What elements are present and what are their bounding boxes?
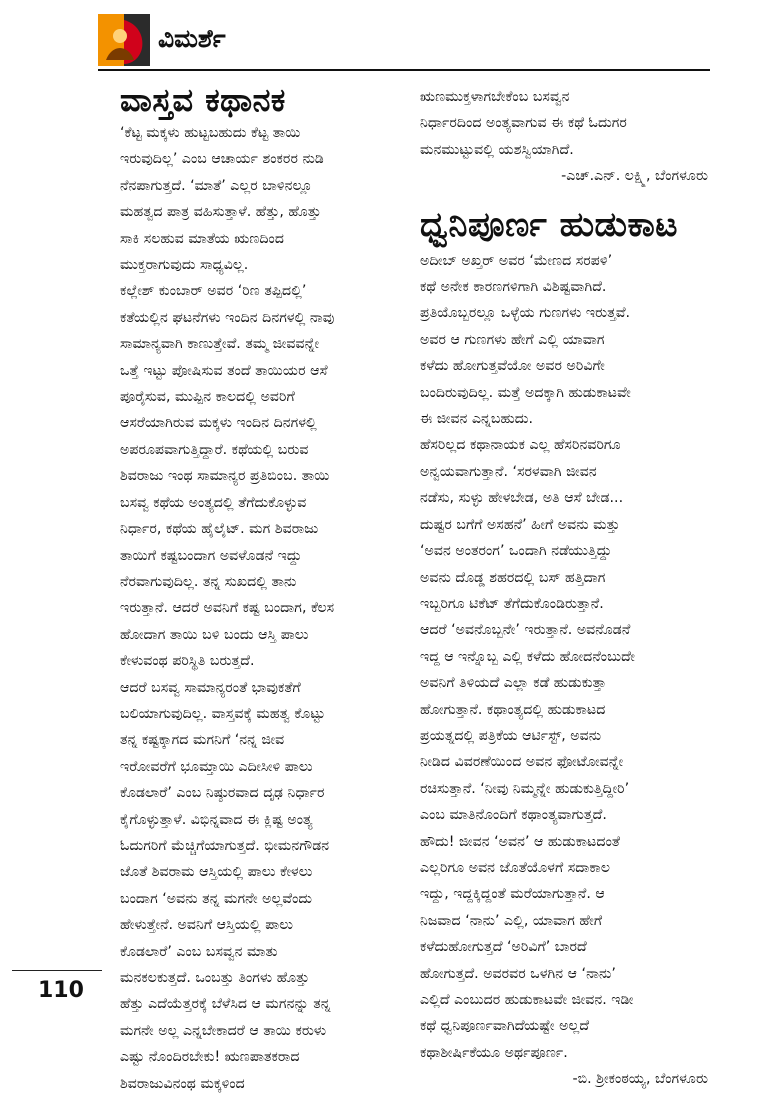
text-line: ಮುಕ್ತರಾಗುವುದು ಸಾಧ್ಯವಿಲ್ಲ. xyxy=(120,257,249,274)
text-line: ಬಂದಾಗ ‘ಅವನು ತನ್ನ ಮಗನೇ ಅಲ್ಲವೆಂದು xyxy=(120,890,313,907)
text-line: ಇರೋವರೆಗೆ ಭೂಮ್ತಾಯಿ ಎದೀಸೀಳಿ ಪಾಲು xyxy=(120,758,313,775)
text-line: ಕತೆಯಲ್ಲಿನ ಘಟನೆಗಳು ಇಂದಿನ ದಿನಗಳಲ್ಲಿ ನಾವು xyxy=(120,309,335,326)
text-line: ಆಸರೆಯಾಗಿರುವ ಮಕ್ಕಳು ಇಂದಿನ ದಿನಗಳಲ್ಲಿ xyxy=(120,415,317,432)
text-line: ಹೆಸರಿಲ್ಲದ ಕಥಾನಾಯಕ ಎಲ್ಲ ಹೆಸರಿನವರಿಗೂ xyxy=(420,437,621,454)
text-line: ಕೊಡಲಾರೆ’ ಎಂಬ ನಿಷ್ಠುರವಾದ ದೃಢ ನಿರ್ಧಾರ xyxy=(120,785,325,802)
text-line: ಕಳೆದುಹೋಗುತ್ತದೆ ‘ಅರಿವಿಗೆ’ ಬಾರದೆ xyxy=(420,939,587,956)
text-line: ಮಹತ್ವದ ಪಾತ್ರ ವಹಿಸುತ್ತಾಳೆ. ಹೆತ್ತು, ಹೊತ್ತು xyxy=(120,204,322,221)
text-line: ಅದೀಬ್ ಅಖ್ತರ್ ಅವರ ‘ಮೇಣದ ಸರಪಳಿ’ xyxy=(420,252,613,269)
text-line: ಬಂದಿರುವುದಿಲ್ಲ. ಮತ್ತೆ ಅದಕ್ಕಾಗಿ ಹುಡುಕಾಟವೇ xyxy=(420,384,631,401)
text-line: ಎಂಬ ಮಾತಿನೊಂದಿಗೆ ಕಥಾಂತ್ಯವಾಗುತ್ತದೆ. xyxy=(420,807,607,824)
text-line: ಇರುತ್ತಾನೆ. ಆದರೆ ಅವನಿಗೆ ಕಷ್ಟ ಬಂದಾಗ, ಕೆಲಸ xyxy=(120,600,335,617)
text-line: ಶಿವರಾಜುವಿನಂಥ ಮಕ್ಕಳಿಂದ xyxy=(120,1075,245,1092)
text-line: ಈ ಜೀವನ ಎನ್ನಬಹುದು. xyxy=(420,411,533,428)
text-line: ಅವರ ಆ ಗುಣಗಳು ಹೇಗೆ ಎಲ್ಲಿ ಯಾವಾಗ xyxy=(420,331,605,348)
text-line: ತನ್ನ ಕಷ್ಟಕ್ಕಾಗದ ಮಗನಿಗೆ ‘ನನ್ನ ಜೀವ xyxy=(120,732,285,749)
text-line: ನಿರ್ಧಾರ, ಕಥೆಯ ಹೈಲೈಟ್. ಮಗ ಶಿವರಾಜು xyxy=(120,521,319,538)
text-line: ಆದರೆ ‘ಅವನೊಬ್ಬನೇ’ ಇರುತ್ತಾನೆ. ಅವನೊಡನೆ xyxy=(420,622,631,639)
text-line: ಪೂರೈಸುವ, ಮುಪ್ಪಿನ ಕಾಲದಲ್ಲಿ ಅವರಿಗೆ xyxy=(120,389,295,406)
page-header xyxy=(98,14,710,70)
text-line: ಜೊತೆ ಶಿವರಾಮ ಆಸ್ತಿಯಲ್ಲಿ ಪಾಲು ಕೇಳಲು xyxy=(120,864,313,881)
text-line: ಹೌದು! ಜೀವನ ‘ಅವನ’ ಆ ಹುಡುಕಾಟದಂತೆ xyxy=(420,833,620,850)
text-line: ಕೇಳುವಂಥ ಪರಿಸ್ಥಿತಿ ಬರುತ್ತದೆ. xyxy=(120,653,255,670)
text-line: ‘ಅವನ ಅಂತರಂಗ’ ಒಂದಾಗಿ ನಡೆಯುತ್ತಿದ್ದು xyxy=(420,543,612,560)
text-line: ಕಲ್ಲೇಶ್ ಕುಂಬಾರ್ ಅವರ ‘ರಿಣ ತಪ್ಪಿದಲ್ಲಿ’ xyxy=(120,283,307,300)
text-line: ಬಸವ್ವ ಕಥೆಯ ಅಂತ್ಯದಲ್ಲಿ ತೆಗೆದುಕೊಳ್ಳುವ xyxy=(120,494,307,511)
text-line: ಹೋಗುತ್ತಾನೆ. ಕಥಾಂತ್ಯದಲ್ಲಿ ಹುಡುಕಾಟದ xyxy=(420,701,606,718)
review-credit-1: -ಎಚ್.ಎನ್. ಲಕ್ಷ್ಮಿ, ಬೆಂಗಳೂರು xyxy=(561,168,708,185)
text-line: ದುಷ್ಟರ ಬಗೆಗೆ ಅಸಹನೆ’ ಹೀಗೆ ಅವನು ಮತ್ತು xyxy=(420,516,620,533)
text-line: ಅನ್ವಯವಾಗುತ್ತಾನೆ. ‘ಸರಳವಾಗಿ ಜೀವನ xyxy=(420,463,597,480)
text-line: ಮನಮುಟ್ಟುವಲ್ಲಿ ಯಶಸ್ವಿಯಾಗಿದೆ. xyxy=(420,141,574,158)
text-line: ಆದರೆ ಬಸವ್ವ ಸಾಮಾನ್ಯರಂತೆ ಭಾವುಕತೆಗೆ xyxy=(120,679,301,696)
magazine-logo-icon xyxy=(98,14,150,66)
text-line: ಪ್ರಯತ್ನದಲ್ಲಿ ಪತ್ರಿಕೆಯ ಆರ್ಟಿಸ್ಟ್, ಅವನು xyxy=(420,727,602,744)
text-line: ಕಥೆ ಅನೇಕ ಕಾರಣಗಳಿಗಾಗಿ ವಿಶಿಷ್ಟವಾಗಿದೆ. xyxy=(420,279,607,296)
text-line: ಸಾಮಾನ್ಯವಾಗಿ ಕಾಣುತ್ತೇವೆ. ತಮ್ಮ ಜೀವವನ್ನೇ xyxy=(120,336,320,353)
page-number-rule xyxy=(12,970,102,971)
text-line: ಪ್ರತಿಯೊಬ್ಬರಲ್ಲೂ ಒಳ್ಳೆಯ ಗುಣಗಳು ಇರುತ್ತವೆ. xyxy=(420,305,631,322)
text-line: ಇಬ್ಬರಿಗೂ ಟಿಕೆಟ್ ತೆಗೆದುಕೊಂಡಿರುತ್ತಾನೆ. xyxy=(420,595,604,612)
text-line: ಎಷ್ಟು ನೊಂದಿರಬೇಕು! ಋಣಪಾತಕರಾದ xyxy=(120,1049,300,1066)
text-line: ರಚಿಸುತ್ತಾನೆ. ‘ನೀವು ನಿಮ್ಮನ್ನೇ ಹುಡುಕುತ್ತಿದ್ದೀರಿ’ xyxy=(420,780,630,797)
text-line: ತಾಯಿಗೆ ಕಷ್ಟಬಂದಾಗ ಅವಳೊಡನೆ ಇದ್ದು xyxy=(120,547,302,564)
text-line: ಅವನು ದೊಡ್ಡ ಶಹರದಲ್ಲಿ ಬಸ್ ಹತ್ತಿದಾಗ xyxy=(420,569,606,586)
text-line: ನಿಜವಾದ ‘ನಾನು’ ಎಲ್ಲಿ, ಯಾವಾಗ ಹೇಗೆ xyxy=(420,912,603,929)
text-line: ಕಥಾಶೀರ್ಷಿಕೆಯೂ ಅರ್ಥಪೂರ್ಣ. xyxy=(420,1044,568,1061)
text-line: ಇರುವುದಿಲ್ಲ’ ಎಂಬ ಆಚಾರ್ಯ ಶಂಕರರ ನುಡಿ xyxy=(120,151,324,168)
review-credit-2: -ಬಿ. ಶ್ರೀಕಂಠಯ್ಯ, ಬೆಂಗಳೂರು xyxy=(572,1071,708,1088)
continued-text xyxy=(420,84,712,163)
article-body-left xyxy=(120,120,410,1097)
text-line: ನೆನಪಾಗುತ್ತದೆ. ‘ಮಾತೆ’ ಎಲ್ಲರ ಬಾಳಿನಲ್ಲೂ xyxy=(120,177,313,194)
article-body-right xyxy=(420,248,712,1067)
text-line: ಹೋದಾಗ ತಾಯಿ ಬಳಿ ಬಂದು ಆಸ್ತಿ ಪಾಲು xyxy=(120,626,309,643)
text-line: ಓದುಗರಿಗೆ ಮೆಚ್ಚಿಗೆಯಾಗುತ್ತದೆ. ಭೀಮನಗೌಡನ xyxy=(120,837,330,854)
text-line: ಕೈಗೊಳ್ಳುತ್ತಾಳೆ. ವಿಭಿನ್ನವಾದ ಈ ಕ್ಲಿಷ್ಟ ಅಂತ್ಯ xyxy=(120,811,313,828)
text-line: ಇದ್ದು, ಇದ್ದಕ್ಕಿದ್ದಂತೆ ಮರೆಯಾಗುತ್ತಾನೆ. ಆ xyxy=(420,886,605,903)
text-line: ಬಲಿಯಾಗುವುದಿಲ್ಲ. ವಾಸ್ತವಕ್ಕೆ ಮಹತ್ವ ಕೊಟ್ಟು xyxy=(120,705,326,722)
right-column xyxy=(420,84,712,1093)
text-line: ಅಪರೂಪವಾಗುತ್ತಿದ್ದಾರೆ. ಕಥೆಯಲ್ಲಿ ಬರುವ xyxy=(120,441,309,458)
article-title-right: ಧ್ವನಿಪೂರ್ಣ ಹುಡುಕಾಟ xyxy=(420,204,678,245)
text-line: ಶಿವರಾಜು ಇಂಥ ಸಾಮಾನ್ಯರ ಪ್ರತಿಬಿಂಬ. ತಾಯಿ xyxy=(120,468,330,485)
text-line: ಕೊಡಲಾರೆ’ ಎಂಬ ಬಸವ್ವನ ಮಾತು xyxy=(120,943,278,960)
text-line: ಹೆತ್ತು ಎದೆಯೆತ್ತರಕ್ಕೆ ಬೆಳೆಸಿದ ಆ ಮಗನನ್ನು ತನ್ನ xyxy=(120,996,331,1013)
text-line: ಒತ್ತೆ ಇಟ್ಟು ಪೋಷಿಸುವ ತಂದೆ ತಾಯಿಯರ ಆಸೆ xyxy=(120,362,328,379)
text-line: ಕಥೆ ಧ್ವನಿಪೂರ್ಣವಾಗಿದೆಯಷ್ಟೇ ಅಲ್ಲದೆ xyxy=(420,1018,590,1035)
text-line: ಮನಕಲಕುತ್ತದೆ. ಒಂಬತ್ತು ತಿಂಗಳು ಹೊತ್ತು xyxy=(120,970,310,986)
text-line: ನೀಡಿದ ವಿವರಣೆಯಿಂದ ಅವನ ಫೋಟೋವನ್ನೇ xyxy=(420,754,624,771)
text-line: ಅವನಿಗೆ ತಿಳಿಯದೆ ಎಲ್ಲಾ ಕಡೆ ಹುಡುಕುತ್ತಾ xyxy=(420,675,607,692)
header-rule xyxy=(98,69,710,71)
text-line: ಋಣಮುಕ್ತಳಾಗಬೇಕೆಂಬ ಬಸವ್ವನ xyxy=(420,89,570,105)
text-line: ಇದ್ದ ಆ ಇನ್ನೊಬ್ಬ ಎಲ್ಲಿ ಕಳೆದು ಹೋದನೆಂಬುದೇ xyxy=(420,648,636,665)
page-number: 110 xyxy=(38,978,84,1003)
text-line: ನೆರವಾಗುವುದಿಲ್ಲ. ತನ್ನ ಸುಖದಲ್ಲಿ ತಾನು xyxy=(120,573,297,590)
text-line: ಎಲ್ಲರಿಗೂ ಅವನ ಜೊತೆಯೊಳಗೆ ಸದಾಕಾಲ xyxy=(420,859,611,876)
text-line: ‘ಕೆಟ್ಟ ಮಕ್ಕಳು ಹುಟ್ಟಬಹುದು ಕೆಟ್ಟ ತಾಯಿ xyxy=(120,125,301,141)
text-line: ಸಾಕಿ ಸಲಹುವ ಮಾತೆಯ ಋಣದಿಂದ xyxy=(120,230,284,247)
text-line: ಎಲ್ಲಿದೆ ಎಂಬುದರ ಹುಡುಕಾಟವೇ ಜೀವನ. ಇಡೀ xyxy=(420,992,634,1008)
text-line: ಹೋಗುತ್ತದೆ. ಅವರವರ ಒಳಗಿನ ಆ ‘ನಾನು’ xyxy=(420,965,616,982)
section-title: ವಿಮರ್ಶೆ xyxy=(158,24,226,53)
text-line: ಹೇಳುತ್ತೇನೆ. ಅವನಿಗೆ ಆಸ್ತಿಯಲ್ಲಿ ಪಾಲು xyxy=(120,917,293,934)
left-column xyxy=(120,80,410,1097)
text-line: ಕಳೆದು ಹೋಗುತ್ತವೆಯೋ ಅವರ ಅರಿವಿಗೇ xyxy=(420,358,605,375)
text-line: ನಡೆಸು, ಸುಳ್ಳು ಹೇಳಬೇಡ, ಅತಿ ಆಸೆ ಬೇಡ... xyxy=(420,490,624,507)
text-line: ಮಗನೇ ಅಲ್ಲ ಎನ್ನಬೇಕಾದರೆ ಆ ತಾಯಿ ಕರುಳು xyxy=(120,1022,327,1039)
text-line: ನಿರ್ಧಾರದಿಂದ ಅಂತ್ಯವಾಗುವ ಈ ಕಥೆ ಓದುಗರ xyxy=(420,115,627,132)
article-title-left: ವಾಸ್ತವ ಕಥಾನಕ xyxy=(120,81,286,119)
